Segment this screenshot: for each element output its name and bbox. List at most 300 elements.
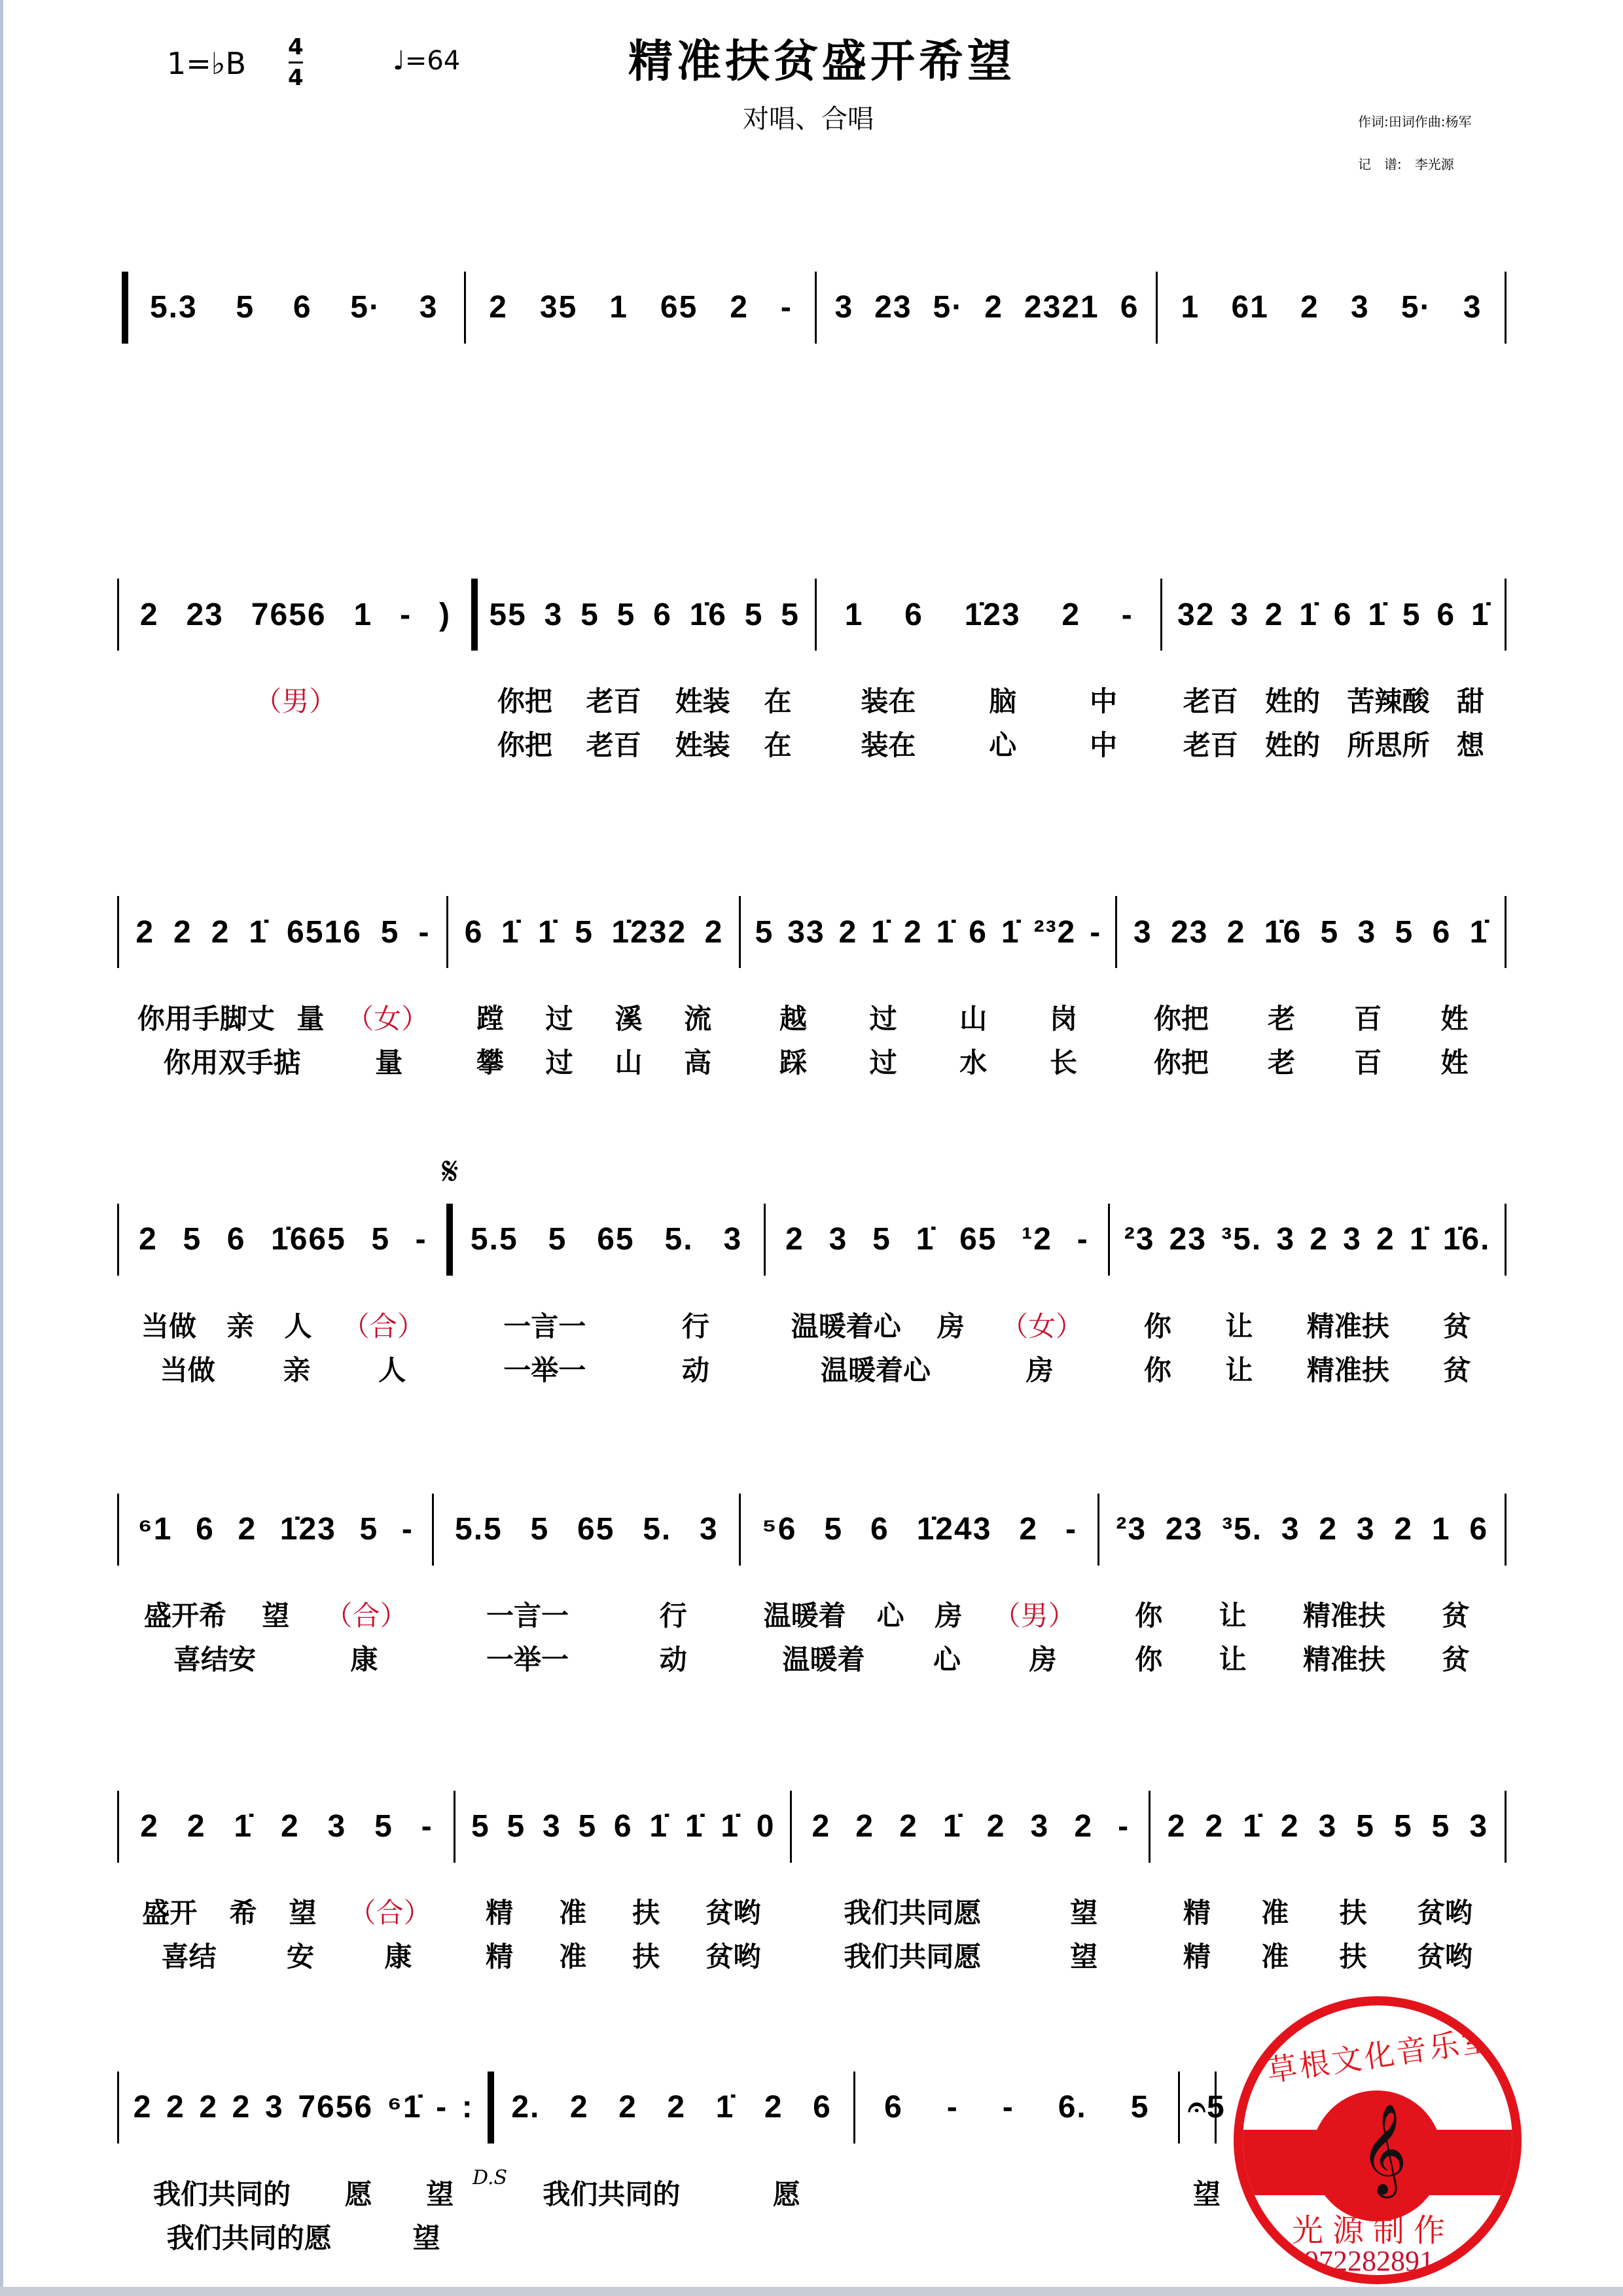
barline — [1115, 896, 1117, 968]
lyric-word: 扶 — [1339, 1897, 1367, 1929]
barline — [1108, 1204, 1110, 1276]
barline — [739, 1494, 741, 1566]
note: 3 — [723, 1222, 743, 1257]
note: - — [1118, 1809, 1130, 1844]
note: 2 — [1019, 1512, 1039, 1547]
lyric-word: 精 — [486, 1897, 514, 1929]
lyric-word: 装在 — [861, 685, 916, 717]
note: 1̇ — [936, 914, 955, 950]
lyric-word: 康 — [350, 1643, 378, 1676]
lyric-line-1 — [126, 1893, 447, 1929]
note: ¹2 — [1022, 1222, 1052, 1257]
note: 1 — [844, 597, 864, 632]
lyric-word: 姓 — [1440, 1003, 1469, 1035]
lyric-line-1 — [1169, 681, 1497, 718]
lyric-line-2 — [1169, 725, 1497, 762]
lyric-line-2 — [126, 1043, 440, 1079]
measure — [1169, 592, 1497, 637]
barline — [117, 579, 119, 651]
page-bottom-bar — [0, 2287, 1623, 2296]
note: 2 — [280, 1809, 300, 1844]
note: 1̇243 — [916, 1512, 992, 1547]
note: 5· — [1400, 290, 1432, 325]
lyric-line-1 — [455, 1306, 757, 1343]
note: 5· — [350, 290, 381, 325]
note: 1 — [1181, 290, 1200, 325]
segno-sign: 𝄋 — [442, 1149, 459, 1194]
note: 1̇6. — [1442, 1222, 1491, 1257]
measure — [1107, 1507, 1498, 1552]
scribe-text: 记 谱: 李光源 — [1358, 156, 1454, 172]
note: 1̇ — [721, 1809, 740, 1844]
lyric-word: 温暖着心 — [791, 1310, 901, 1342]
lyric-word: 我们共同愿 — [844, 1941, 982, 1973]
lyric-line-1 — [126, 2174, 481, 2211]
note: 55 — [489, 597, 527, 632]
lyric-word: 望 — [1070, 1941, 1098, 1973]
time-bottom: 4 — [288, 65, 304, 91]
note: - — [1121, 597, 1133, 632]
note: 5 — [1356, 1809, 1375, 1844]
note: 2 — [1319, 1512, 1338, 1547]
treble-clef-icon: 𝄞 — [1361, 2104, 1407, 2195]
measure — [126, 1507, 425, 1552]
measure — [441, 1507, 733, 1552]
note: 5 — [1130, 2090, 1150, 2125]
lyric-line-2 — [455, 1350, 757, 1387]
note: 2 — [1226, 914, 1246, 950]
lyric-word: 老百 — [1183, 685, 1238, 717]
note: 2 — [704, 914, 724, 950]
lyric-word: 老 — [1268, 1003, 1296, 1035]
measure — [1117, 1217, 1498, 1263]
note: 2 — [139, 1222, 158, 1257]
song-title: 精准扶贫盛开希望 — [628, 35, 1016, 88]
lyric-word: 你把 — [1153, 1003, 1209, 1035]
note: 2 — [1074, 1809, 1094, 1844]
note: 5 — [507, 1809, 526, 1844]
lyric-word: 精准扶 — [1306, 1354, 1389, 1386]
lyric-line-1 — [773, 1306, 1101, 1343]
note: ⁶1 — [137, 1512, 173, 1547]
lyric-line-2 — [126, 2218, 481, 2255]
note: 5 — [872, 1222, 891, 1257]
note: - — [421, 1809, 433, 1844]
barline — [464, 272, 466, 344]
note: 2 — [1167, 1809, 1186, 1844]
note: 3 — [1357, 914, 1377, 950]
lyric-line-2 — [463, 1937, 783, 1973]
barline — [1178, 2072, 1180, 2144]
note: 5 — [1393, 1809, 1413, 1844]
voice-part-label: （合） — [325, 1600, 408, 1632]
lyric-line-2 — [1158, 1937, 1497, 1973]
note: - — [415, 1222, 427, 1257]
lyric-line-2 — [1117, 1350, 1498, 1387]
note: 65 — [597, 1222, 635, 1257]
note: ) — [439, 597, 451, 632]
note: 3 — [1350, 290, 1370, 325]
lyric-word: 你 — [1143, 1310, 1171, 1342]
lyric-word: 在 — [764, 728, 792, 761]
note: 3 — [1030, 1809, 1050, 1844]
note: 5 — [380, 914, 400, 950]
lyric-line-2 — [799, 1937, 1142, 1973]
lyric-word: 水 — [959, 1047, 988, 1079]
note: 23 — [186, 597, 224, 632]
lyric-line-2 — [748, 1640, 1091, 1676]
barline — [117, 1494, 119, 1566]
note: 2 — [1376, 1222, 1395, 1257]
note: ⁵6 — [762, 1512, 797, 1547]
barline — [1149, 1791, 1150, 1863]
note: 5 — [580, 597, 599, 632]
lyric-word: 想 — [1456, 728, 1484, 761]
note: 2 — [1310, 1222, 1329, 1257]
time-signature — [288, 34, 304, 91]
lyric-word: 流 — [684, 1003, 712, 1035]
lyric-word: 温暖着心 — [821, 1354, 931, 1386]
barline — [446, 896, 448, 968]
lyric-line-2 — [773, 1350, 1101, 1387]
note: 3 — [829, 1222, 848, 1257]
note: 5. — [643, 1512, 672, 1547]
note: 6 — [870, 1512, 889, 1547]
lyric-word: 准 — [559, 1897, 587, 1929]
note: 5 — [1431, 1809, 1451, 1844]
lyric-word: 心 — [933, 1643, 961, 1676]
note: 1 — [609, 290, 628, 325]
note: 2 — [166, 2090, 185, 2125]
lyric-line-2 — [126, 1350, 440, 1387]
barline — [815, 579, 817, 651]
lyric-word: 老百 — [1183, 728, 1238, 761]
note: 2 — [1264, 597, 1284, 632]
measure — [455, 909, 732, 955]
note: 2 — [903, 914, 923, 950]
note: - — [1002, 2090, 1014, 2125]
measure — [1187, 2085, 1226, 2130]
lyric-word: 过 — [869, 1047, 897, 1079]
stamp-bottom-text: 光源制作 — [1292, 2212, 1455, 2249]
lyric-word: 装在 — [861, 728, 916, 761]
lyric-word: 准 — [1261, 1897, 1289, 1929]
note: 5 — [781, 597, 800, 632]
note: 5 — [1402, 597, 1421, 632]
lyric-word: 心 — [876, 1600, 904, 1632]
lyric-line-2 — [1107, 1640, 1498, 1676]
note: 5.5 — [455, 1512, 503, 1547]
note: - — [418, 914, 431, 950]
measure — [1124, 909, 1498, 955]
note: 2 — [199, 2090, 219, 2125]
note: 1̇ — [249, 914, 268, 950]
note: 2 — [232, 2090, 251, 2125]
lyric-line-2 — [126, 1937, 447, 1973]
lyric-word: 人 — [284, 1310, 312, 1342]
lyric-word: 姓 — [1440, 1047, 1469, 1079]
note: 2 — [133, 2090, 152, 2125]
lyric-word: 过 — [869, 1003, 897, 1035]
note: 1̇ — [871, 914, 890, 950]
note: ²3 — [1124, 1222, 1155, 1257]
lyric-line-2 — [441, 1640, 733, 1676]
lyric-word: 老百 — [586, 685, 641, 717]
lyric-word: 贫 — [1443, 1310, 1471, 1342]
note: 65 — [577, 1512, 615, 1547]
note: 1̇ — [234, 1809, 253, 1844]
note: 5 — [1320, 914, 1340, 950]
note: 6 — [196, 1512, 215, 1547]
note: 7656 — [298, 2090, 374, 2125]
note: 3 — [542, 1809, 562, 1844]
note: 1̇232 — [611, 914, 687, 950]
lyric-word: 你把 — [497, 685, 552, 717]
note: 6 — [1333, 597, 1353, 632]
note: 1̇ — [1368, 597, 1387, 632]
note: ⁶1̇ — [387, 2090, 422, 2125]
barline — [117, 1791, 119, 1863]
lyric-word: 人 — [378, 1354, 406, 1386]
measure — [126, 1217, 440, 1263]
note: 3 — [1343, 1222, 1362, 1257]
note: 1̇ — [916, 1222, 935, 1257]
note: 5 — [824, 1512, 844, 1547]
note: 3 — [1230, 597, 1249, 632]
lyric-line-1 — [126, 681, 465, 718]
note: 1̇6 — [689, 597, 727, 632]
note: 61 — [1231, 290, 1269, 325]
lyric-word: 贫 — [1442, 1600, 1470, 1632]
lyric-word: 我们共同的 — [543, 2178, 681, 2210]
note: 1̇ — [1409, 1222, 1429, 1257]
barline — [1505, 272, 1507, 344]
note: 23 — [1171, 914, 1209, 950]
lyric-word: 你用双手掂 — [163, 1047, 301, 1079]
barline — [122, 272, 128, 344]
lyric-word: 姓装 — [675, 685, 730, 717]
note: 6 — [613, 1809, 633, 1844]
note: 2 — [984, 290, 1003, 325]
note: 6 — [293, 290, 312, 325]
note: 6 — [904, 597, 923, 632]
lyric-line-1 — [126, 1306, 440, 1343]
note: 6 — [969, 914, 988, 950]
note: 5 — [371, 1222, 391, 1257]
lyric-word: 让 — [1225, 1310, 1253, 1342]
measure — [824, 285, 1149, 331]
note: 1̇ — [649, 1809, 669, 1844]
note: 1̇ — [685, 1809, 704, 1844]
note: - — [401, 1512, 414, 1547]
ds-mark: D.S — [473, 2166, 508, 2189]
note: 5 — [755, 914, 774, 950]
note: 5 — [616, 597, 636, 632]
note: ³5. — [1222, 1512, 1263, 1547]
lyric-word: 山 — [959, 1003, 988, 1035]
note: 3 — [327, 1809, 347, 1844]
note: 6 — [813, 2090, 832, 2125]
barline — [1505, 579, 1507, 651]
voice-part-label: （男） — [993, 1600, 1076, 1632]
note: 2321 — [1024, 290, 1099, 325]
note: 2 — [618, 2090, 637, 2125]
note: 3 — [1133, 914, 1152, 950]
note: 5 — [471, 1809, 490, 1844]
note: 5· — [933, 290, 964, 325]
note: - — [946, 2090, 959, 2125]
note: 5 — [578, 1809, 597, 1844]
note: 33 — [787, 914, 825, 950]
note: 2 — [667, 2090, 687, 2125]
lyric-word: 脑 — [989, 685, 1017, 717]
lyric-word: 踩 — [779, 1047, 807, 1079]
note: 23 — [874, 290, 912, 325]
barline — [471, 579, 478, 651]
measure — [773, 1217, 1101, 1263]
note: 3 — [1281, 1512, 1300, 1547]
measure — [126, 592, 465, 637]
lyric-word: 过 — [545, 1047, 573, 1079]
lyric-word: 望 — [1192, 2178, 1221, 2210]
note: 6516 — [287, 914, 362, 950]
lyric-line-2 — [455, 1043, 732, 1079]
lyric-word: 希 — [229, 1897, 257, 1929]
note: 2 — [1061, 597, 1081, 632]
lyric-line-1 — [126, 1596, 425, 1632]
note: 5 — [183, 1222, 202, 1257]
note: 2 — [569, 2090, 589, 2125]
note: 6 — [1120, 290, 1139, 325]
tempo-mark: ♩=64 — [393, 46, 461, 76]
note: 1 — [1431, 1512, 1451, 1547]
note: 6 — [226, 1222, 246, 1257]
note: 5 — [374, 1809, 393, 1844]
note: 2 — [899, 1809, 918, 1844]
lyric-word: 房 — [936, 1310, 965, 1342]
note: - — [1077, 1222, 1089, 1257]
lyric-word: 你用手脚丈 — [137, 1003, 275, 1035]
note: 6 — [464, 914, 484, 950]
lyric-word: 岗 — [1049, 1003, 1077, 1035]
lyric-word: 愿 — [772, 2178, 800, 2210]
note: 5.5 — [470, 1222, 518, 1257]
lyric-word: 动 — [681, 1354, 709, 1386]
lyric-word: 贫哟 — [705, 1941, 761, 1973]
barline — [432, 1494, 434, 1566]
lyric-word: 愿 — [344, 2178, 372, 2210]
note: 𝄐5 — [1188, 2089, 1226, 2125]
barline — [853, 2072, 855, 2144]
note: ²3 — [1116, 1512, 1147, 1547]
barline — [454, 1791, 455, 1863]
lyric-word: 望 — [412, 2221, 440, 2254]
lyric-line-1 — [463, 1893, 783, 1929]
lyric-word: 百 — [1354, 1047, 1382, 1079]
lyric-word: 望 — [262, 1600, 290, 1632]
note: 1̇ — [715, 2090, 735, 2125]
lyric-word: 长 — [1049, 1047, 1077, 1079]
lyric-word: 你 — [1143, 1354, 1171, 1386]
note: 6 — [1436, 597, 1456, 632]
lyric-word: 一举一 — [486, 1643, 569, 1676]
note: 2 — [187, 1809, 206, 1844]
lyric-word: 贫 — [1442, 1643, 1470, 1676]
lyric-word: 我们共同愿 — [844, 1897, 982, 1929]
note: 1̇ — [1469, 914, 1489, 950]
note: 3 — [1276, 1222, 1296, 1257]
note: 1 — [353, 597, 373, 632]
note: 5 — [359, 1512, 379, 1547]
note: 23 — [1165, 1512, 1204, 1547]
note: 2 — [140, 1809, 159, 1844]
seal-stamp — [1234, 1996, 1522, 2284]
lyric-word: 扶 — [632, 1941, 660, 1973]
note: 1̇ — [1243, 1809, 1262, 1844]
measure — [126, 2085, 481, 2130]
barline — [1505, 896, 1507, 968]
note: 2. — [511, 2090, 541, 2125]
lyric-word: 安 — [287, 1941, 315, 1973]
note: 3 — [1469, 1809, 1489, 1844]
lyric-word: 行 — [681, 1310, 709, 1342]
measure — [455, 1217, 757, 1263]
lyric-line-1 — [1187, 2174, 1226, 2211]
lyric-word: 温暖着 — [782, 1643, 865, 1676]
note: 1̇6 — [1264, 914, 1302, 950]
time-top: 4 — [288, 34, 304, 60]
note: 3 — [419, 290, 438, 325]
measure — [131, 285, 457, 331]
lyric-word: 望 — [1070, 1897, 1098, 1929]
lyric-line-1 — [748, 999, 1109, 1035]
lyric-word: 甜 — [1456, 685, 1484, 717]
lyric-word: 当做 — [141, 1310, 197, 1342]
note: 1̇ — [942, 1809, 962, 1844]
note: 7656 — [251, 597, 327, 632]
note: 0 — [756, 1809, 776, 1844]
lyric-word: 所思所 — [1347, 728, 1430, 761]
lyric-line-2 — [126, 1640, 425, 1676]
lyric-word: 房 — [1029, 1643, 1057, 1676]
lyric-word: 精 — [1183, 1897, 1211, 1929]
measure — [1165, 285, 1497, 331]
note: 1̇ — [1001, 914, 1020, 950]
lyric-line-1 — [1158, 1893, 1497, 1929]
voice-part-label: （女） — [346, 1003, 429, 1035]
note: 3 — [1356, 1512, 1376, 1547]
lyric-word: 准 — [559, 1941, 587, 1973]
barline — [739, 896, 741, 968]
lyric-word: 望 — [289, 1897, 317, 1929]
lyric-line-1 — [1107, 1596, 1498, 1632]
lyric-word: 山 — [615, 1047, 643, 1079]
lyric-word: 扶 — [632, 1897, 660, 1929]
lyric-word: 动 — [659, 1643, 687, 1676]
note: - — [1090, 914, 1102, 950]
lyric-word: 心 — [989, 728, 1017, 761]
note: 1̇ — [1471, 597, 1490, 632]
note: 5 — [530, 1512, 550, 1547]
barline — [117, 1204, 119, 1276]
lyric-word: 房 — [1026, 1354, 1054, 1386]
barline — [790, 1791, 792, 1863]
lyric-word: 溪 — [615, 1003, 643, 1035]
lyric-word: 在 — [764, 685, 792, 717]
note: 3 — [1318, 1809, 1338, 1844]
measure — [824, 592, 1154, 637]
measure — [473, 285, 809, 331]
